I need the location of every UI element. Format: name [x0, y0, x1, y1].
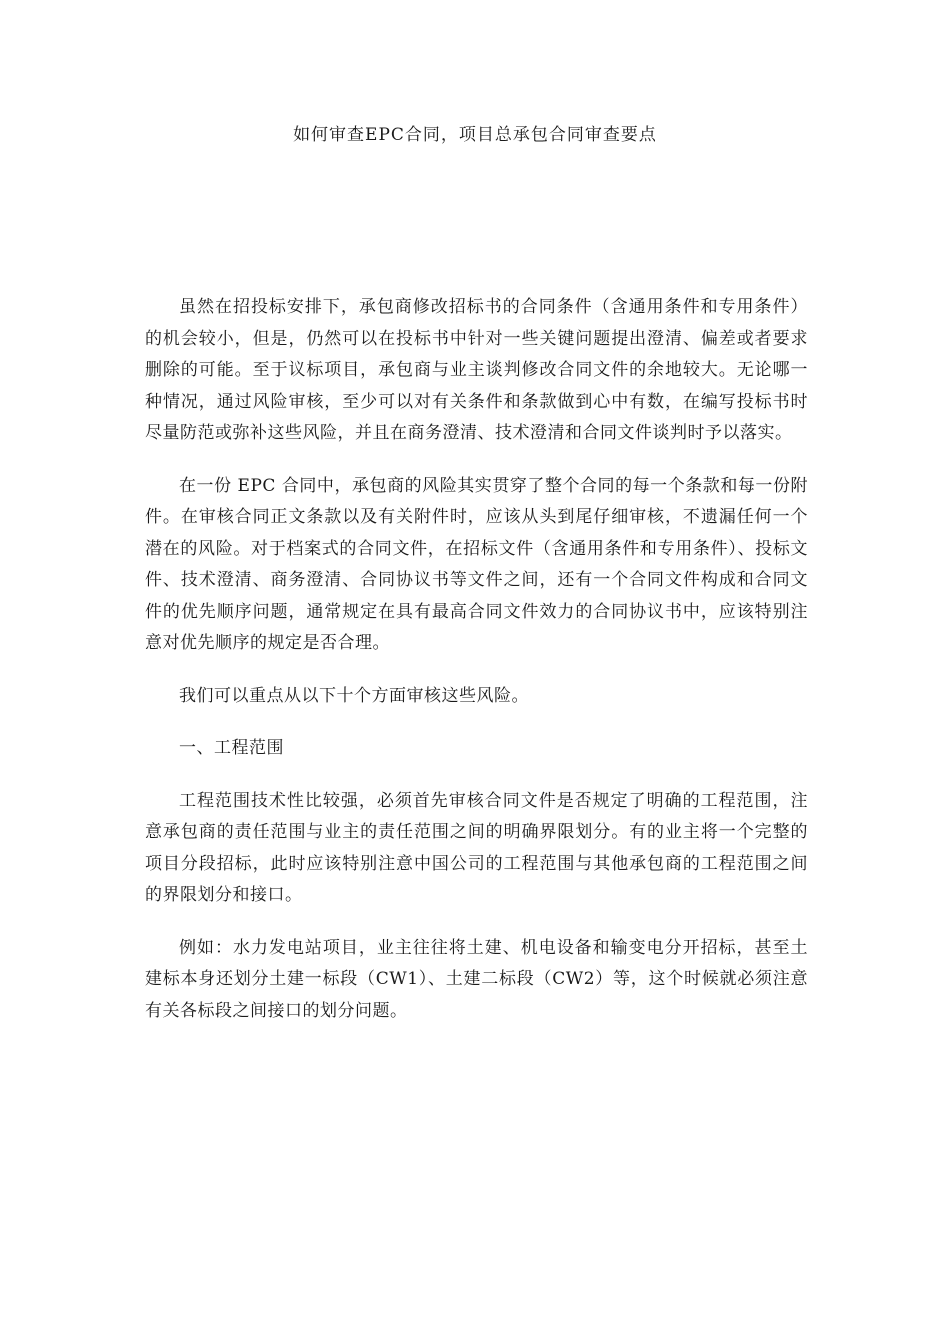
section-heading-scope: 一、工程范围 — [179, 738, 284, 758]
paragraph-risk-overview: 在一份 EPC 合同中，承包商的风险其实贯穿了整个合同的每一个条款和每一份附件。在审核合同正文条款以及有关附件时，应该从头到尾仔细审核，不遗漏任何一个潜在的风险。对于档案式的合同文件，在招标文件（含通用条件和专用条件）、投标文件、技术澄清、商务澄清、合同协议书等文件之间，还有一个合同文件构成和合同文件的优先顺序问题，通常规定在具有最高合同文件效力的合同协议书中，应该特别注意对优先顺序的规定是否合理。 — [145, 475, 808, 653]
paragraph-intro: 虽然在招投标安排下，承包商修改招标书的合同条件（含通用条件和专用条件）的机会较小，但是，仍然可以在投标书中针对一些关键问题提出澄清、偏差或者要求删除的可能。至于议标项目，承包商与业主谈判修改合同文件的余地较大。无论哪一种情况，通过风险审核，至少可以对有关条件和条款做到心中有数，在编写投标书时尽量防范或弥补这些风险，并且在商务澄清、技术澄清和合同文件谈判时予以落实。 — [145, 297, 808, 443]
paragraph-scope: 工程范围技术性比较强，必须首先审核合同文件是否规定了明确的工程范围，注意承包商的责任范围与业主的责任范围之间的明确界限划分。有的业主将一个完整的项目分段招标，此时应该特别注意中国公司的工程范围与其他承包商的工程范围之间的界限划分和接口。 — [145, 790, 808, 905]
paragraph-ten-aspects: 我们可以重点从以下十个方面审核这些风险。 — [179, 685, 529, 706]
document-title: 如何审查EPC合同，项目总承包合同审查要点 — [293, 125, 657, 145]
document-body — [145, 292, 808, 1048]
paragraph-example: 例如：水力发电站项目，业主往往将土建、机电设备和输变电分开招标，甚至土建标本身还划分土建一标段（CW1）、土建二标段（CW2）等，这个时候就必须注意有关各标段之间接口的划分问题。 — [145, 937, 808, 1021]
